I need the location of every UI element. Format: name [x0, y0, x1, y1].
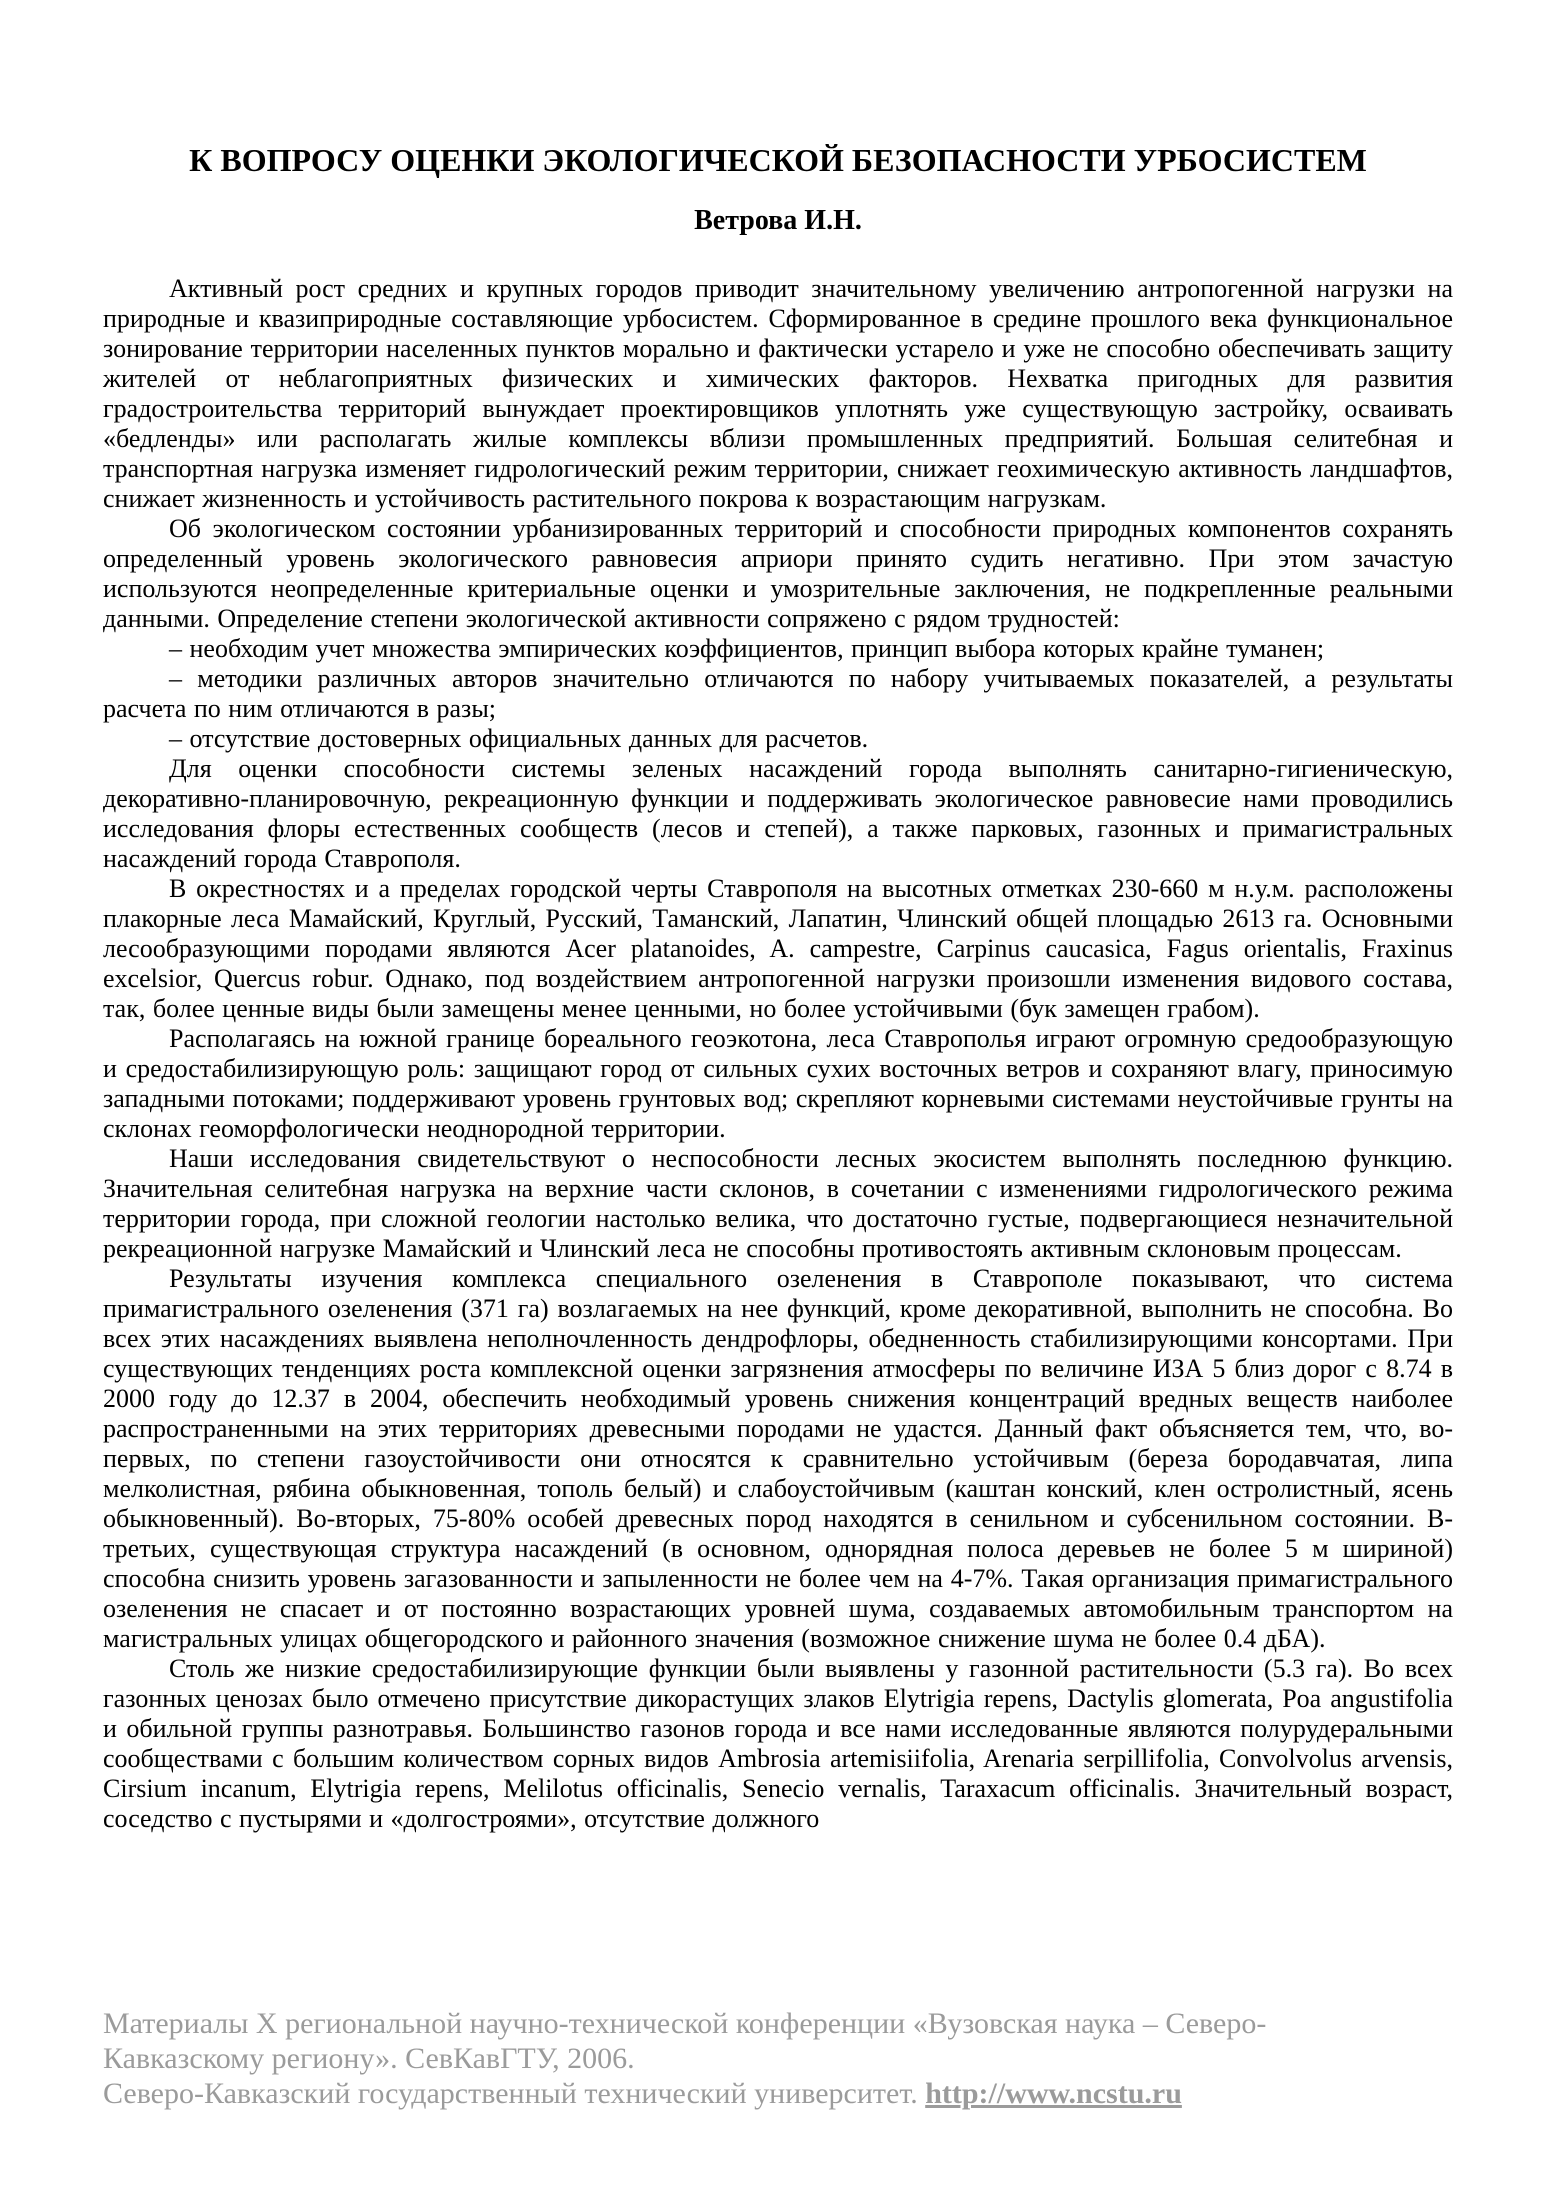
article-content	[103, 140, 1453, 1834]
footer-university-line	[103, 2076, 1453, 2111]
footer-university-text: Северо-Кавказский государственный технический университет.	[103, 2077, 926, 2110]
footer-conference-line-2: Кавказскому региону». СевКавГТУ, 2006.	[103, 2042, 635, 2075]
list-item: – необходим учет множества эмпирических коэффициентов, принцип выбора которых крайне туманен;	[169, 634, 1325, 663]
article-body	[103, 274, 1453, 1834]
body-paragraph: Результаты изучения комплекса специального озеленения в Ставрополе показывают, что система примагистрального озеленения (371 га) возлагаемых на нее функций, кроме декоративной, выполнить не способна. Во всех этих насаждениях выявлена неполночленность дендрофлоры, обедненность стабилизирующими консортами. При существующих тенденциях роста комплексной оценки загрязнения атмосферы по величине ИЗА 5 близ дорог с 8.74 в 2000 году до 12.37 в 2004, обеспечить необходимый уровень снижения концентраций вредных веществ наиболее распространенными на этих территориях древесными породами не удастся. Данный факт объясняется тем, что, во-первых, по степени газоустойчивости они относятся к сравнительно устойчивым (береза бородавчатая, липа мелколистная, рябина обыкновенная, тополь белый) и слабоустойчивым (каштан конский, клен остролистный, ясень обыкновенный). Во-вторых, 75-80% особей древесных пород находятся в сенильном и субсенильном состоянии. В-третьих, существующая структура насаждений (в основном, однорядная полоса деревьев не более 5 м шириной) способна снизить уровень загазованности и запыленности не более чем на 4-7%. Такая организация примагистрального озеленения не спасает и от постоянно возрастающих уровней шума, создаваемых автомобильным транспортом на магистральных улицах общегородского и районного значения (возможное снижение шума не более 0.4 дБА).	[103, 1264, 1453, 1653]
footer-conference-line-1: Материалы X региональной научно-технической конференции «Вузовская наука – Северо-	[103, 2007, 1267, 2040]
footer	[103, 2006, 1453, 2111]
body-paragraph: Наши исследования свидетельствуют о неспособности лесных экосистем выполнять последнюю функцию. Значительная селитебная нагрузка на верхние части склонов, в сочетании с изменениями гидрологического режима территории города, при сложной геологии настолько велика, что достаточно густые, подвергающиеся незначительной рекреационной нагрузке Мамайский и Члинский леса не способны противостоять активным склоновым процессам.	[103, 1144, 1453, 1263]
footer-url-link[interactable]: http://www.ncstu.ru	[925, 2077, 1182, 2110]
body-paragraph: Располагаясь на южной границе бореального геоэкотона, леса Ставрополья играют огромную средообразующую и средостабилизирующую роль: защищают город от сильных сухих восточных ветров и сохраняют влагу, приносимую западными потоками; поддерживают уровень грунтовых вод; скрепляют корневыми системами неустойчивые грунты на склонах геоморфологически неоднородной территории.	[103, 1024, 1453, 1143]
body-paragraph: В окрестностях и а пределах городской черты Ставрополя на высотных отметках 230-660 м н.у.м. расположены плакорные леса Мамайский, Круглый, Русский, Таманский, Лапатин, Члинский общей площадью 2613 га. Основными лесообразующими породами являются Acer platanoides, A. campestre, Carpinus caucasica, Fagus orientalis, Fraxinus excelsior, Quercus robur. Однако, под воздействием антропогенной нагрузки произошли изменения видового состава, так, более ценные виды были замещены менее ценными, но более устойчивыми (бук замещен грабом).	[103, 874, 1453, 1023]
body-paragraph: Активный рост средних и крупных городов приводит значительному увеличению антропогенной нагрузки на природные и квазиприродные составляющие урбосистем. Сформированное в средине прошлого века функциональное зонирование территории населенных пунктов морально и фактически устарело и уже не способно обеспечивать защиту жителей от неблагоприятных физических и химических факторов. Нехватка пригодных для развития градостроительства территорий вынуждает проектировщиков уплотнять уже существующую застройку, осваивать «бедленды» или располагать жилые комплексы вблизи промышленных предприятий. Большая селитебная и транспортная нагрузка изменяет гидрологический режим территории, снижает геохимическую активность ландшафтов, снижает жизненность и устойчивость растительного покрова к возрастающим нагрузкам.	[103, 274, 1453, 513]
body-paragraph: Столь же низкие средостабилизирующие функции были выявлены у газонной растительности (5.3 га). Во всех газонных ценозах было отмечено присутствие дикорастущих злаков Elytrigia repens, Dactylis glomerata, Poa angustifolia и обильной группы разнотравья. Большинство газонов города и все нами исследованные являются полурудеральными сообществами с большим количеством сорных видов Ambrosia artemisiifolia, Arenaria serpillifolia, Convolvolus arvensis, Cirsium incanum, Elytrigia repens, Melilotus officinalis, Senecio vernalis, Taraxacum officinalis. Значительный возраст, соседство с пустырями и «долгостроями», отсутствие должного	[103, 1654, 1453, 1833]
body-paragraph: Об экологическом состоянии урбанизированных территорий и способности природных компонентов сохранять определенный уровень экологического равновесия априори принято судить негативно. При этом зачастую используются неопределенные критериальные оценки и умозрительные заключения, не подкрепленные реальными данными. Определение степени экологической активности сопряжено с рядом трудностей:	[103, 514, 1453, 633]
page-title: К ВОПРОСУ ОЦЕНКИ ЭКОЛОГИЧЕСКОЙ БЕЗОПАСНОСТИ УРБОСИСТЕМ	[189, 142, 1367, 178]
list-item: – отсутствие достоверных официальных данных для расчетов.	[169, 724, 869, 753]
author-name: Ветрова И.Н.	[694, 205, 862, 236]
body-paragraph: Для оценки способности системы зеленых насаждений города выполнять санитарно-гигиеническую, декоративно-планировочную, рекреационную функции и поддерживать экологическое равновесие нами проводились исследования флоры естественных сообществ (лесов и степей), а также парковых, газонных и примагистральных насаждений города Ставрополя.	[103, 754, 1453, 873]
list-item: – методики различных авторов значительно отличаются по набору учитываемых показателей, а результаты расчета по ним отличаются в разы;	[103, 664, 1453, 723]
